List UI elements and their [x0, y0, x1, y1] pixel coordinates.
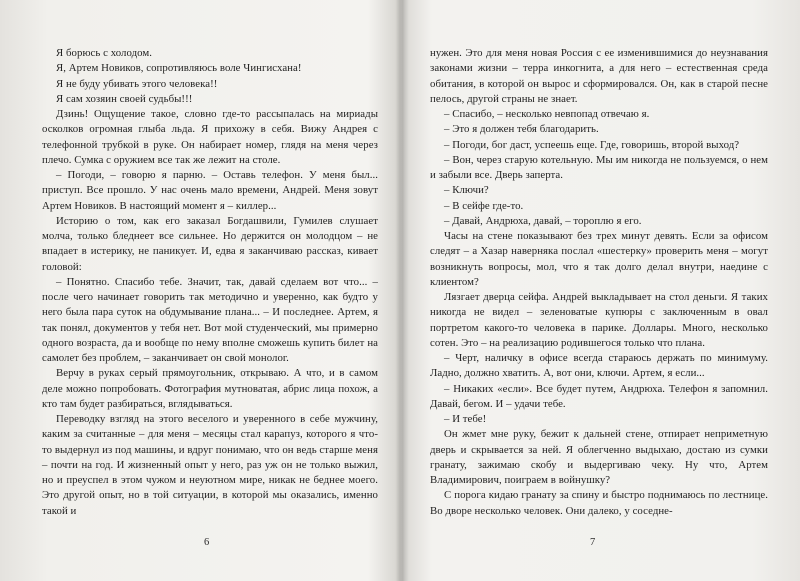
right-paragraph: – Погоди, бог даст, успеешь еще. Где, говоришь, второй выход?: [444, 138, 740, 151]
right-paragraph: – Никаких «если». Все будет путем, Андрюха. Телефон я запомнил. Давай, бегом. И – удачи тебе.: [430, 382, 768, 410]
right-page: [400, 0, 800, 581]
left-paragraph: Я, Артем Новиков, сопротивляюсь воле Чингисхана!: [56, 62, 302, 75]
left-paragraph: – Погоди, – говорю я парню. – Оставь телефон. У меня был... приступ. Все прошло. У нас очень мало времени, Андрей. Меня зовут Артем Новиков. В настоящий момент я – киллер...: [42, 169, 378, 212]
right-page-text: [430, 46, 768, 519]
right-paragraph: С порога кидаю гранату за спину и быстро поднимаюсь по лестнице. Во дворе несколько человек. Они далеко, у соседне-: [430, 489, 768, 517]
right-paragraph: Лязгает дверца сейфа. Андрей выкладывает на стол деньги. Я таких никогда не видел – зеленоватые купюры с заключенным в овал портретом какого-то человека в парике. Доллары. Много, несколько сотен. Это – на реализацию родившегося только что плана.: [430, 291, 768, 349]
right-paragraph: – Вон, через старую котельную. Мы им никогда не пользуемся, о нем и забыли все. Дверь заперта.: [430, 153, 768, 181]
right-paragraph: Часы на стене показывают без трех минут девять. Если за офисом следят – а Хазар наверняка послал «шестерку» проверить меня – могут возникнуть вопросы, мол, что я так долго делал внутри, наедине с клиентом?: [430, 230, 768, 288]
right-paragraph: – И тебе!: [444, 413, 487, 425]
left-paragraph: Историю о том, как его заказал Богдашвили, Гумилев слушает молча, только бледнеет все сильнее. Но держится он молодцом – не впадает в истерику, не паникует. И, едва я заканчиваю рассказ, кивает головой:: [42, 214, 378, 273]
left-page-text: [42, 46, 378, 519]
right-paragraph: Он жмет мне руку, бежит к дальней стене, отпирает неприметную дверь и скрывается за ней. Я облегченно выдыхаю, достаю из сумки гранату, зажимаю скобу и выдергиваю чеку. Ну что, Артем Владимирович, поиграем в войнушку?: [430, 428, 768, 486]
right-paragraph: – Спасибо, – несколько невпопад отвечаю я.: [444, 108, 650, 120]
right-paragraph: – В сейфе где-то.: [444, 199, 524, 212]
right-paragraph: – Черт, наличку в офисе всегда стараюсь держать по минимуму. Ладно, должно хватить. А, вот они, ключи. Артем, я если...: [430, 352, 768, 380]
left-paragraph: Переводку взгляд на этого веселого и уверенного в себе мужчину, каким за считанные – для меня – месяцы стал карапуз, которого я что-то выдернул из под машины, и вдруг понимаю, что он ведь старше меня – почти на год. И жизненный опыт у него, раз уж он не только выжил, но и преуспел в этом чужом и неуютном мире, никак не беднее моего. Это другой опыт, но в той ситуации, в которой мы оказались, именно такой и: [42, 413, 378, 517]
left-paragraph: Дзинь! Ощущение такое, словно где-то рассыпалась на мириады осколков огромная глыба льда. Я прихожу в себя. Вижу Андрея с телефонной трубкой в руке. Он набирает номер, глядя на меня через плечо. Сумка с оружием все так же лежит на столе.: [42, 108, 378, 166]
page-number: 7: [590, 537, 596, 548]
left-paragraph: Верчу в руках серый прямоугольник, открываю. А что, и в самом деле можно попробовать. Фотография мутноватая, абрис лица похож, а кто там будет разбираться, вглядываться.: [42, 367, 378, 410]
page-number: 6: [204, 537, 210, 548]
left-paragraph: Я не буду убивать этого человека!!: [56, 77, 218, 90]
right-paragraph: нужен. Это для меня новая Россия с ее изменившимися до неузнавания законами жизни – терра инкогнита, а для него – естественная среда обитания, в которой он вырос и сформировался. Он, как в старой песне пелось, другой страны не знает.: [430, 47, 768, 105]
left-paragraph: Я борюсь с холодом.: [56, 47, 153, 59]
left-paragraph: Я сам хозяин своей судьбы!!!: [56, 92, 193, 105]
right-paragraph: – Ключи?: [444, 184, 489, 197]
right-paragraph: – Это я должен тебя благодарить.: [444, 123, 599, 136]
right-paragraph: – Давай, Андрюха, давай, – тороплю я его.: [444, 214, 642, 227]
left-paragraph: – Понятно. Спасибо тебе. Значит, так, давай сделаем вот что... – после чего начинает говорить так методично и уверенно, как будто у него была пара суток на обдумывание плана... – И последнее. Артем, я так понял, документов у тебя нет. Вот мой студенческий, мы примерно одного возраста, да и вообще по нему вполне сможешь купить билет на самолет без проблем, – заканчивает он свой монолог.: [42, 275, 378, 364]
